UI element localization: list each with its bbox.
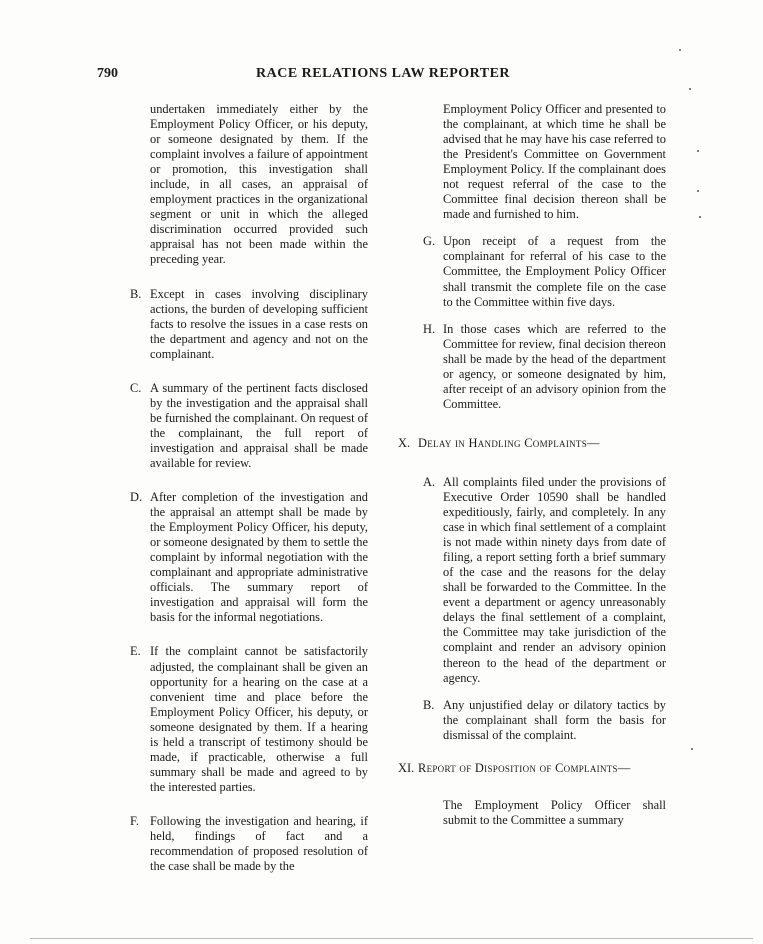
scan-speck	[691, 748, 693, 750]
scan-speck	[697, 150, 699, 152]
item-text: In those cases which are referred to the Committee for review, final decision thereon shall be made by the head of the department or agency, or someone designated by him, after receipt of an advisory opinion from the Committee.	[443, 321, 666, 411]
item-text: Except in cases involving disciplinary actions, the burden of developing sufficient facts to resolve the issues in a case rests on the department and agency and not on the complainant.	[150, 286, 368, 361]
item-text: After completion of the investigation and the appraisal an attempt shall be made by the Employment Policy Officer, his deputy, or someone designated by them to settle the complaint by informal negotiation with the complainant and appropriate administrative officials. The summary report of investigation and appraisal will form the basis for the informal negotiations.	[150, 490, 368, 625]
right-column	[398, 102, 666, 828]
scan-speck	[679, 49, 681, 51]
item-text: If the complaint cannot be satisfactorily adjusted, the complainant shall be given an opportunity for a hearing on the case at a convenient time and place before the Employment Policy Officer, his deputy, or someone designated by them. If a hearing is held a transcript of testimony should be made, if practicable, otherwise a full summary shall be made and agreed to by the interested parties.	[150, 644, 368, 794]
item-mark: F.	[130, 813, 139, 828]
left-column	[130, 102, 368, 874]
item-mark: H.	[423, 321, 436, 336]
section-title: Report of Disposition of Complaints—	[418, 760, 631, 775]
running-head: RACE RELATIONS LAW REPORTER	[256, 66, 511, 81]
item-text: All complaints filed under the provisions of Executive Order 10590 shall be handled expeditiously, fairly, and completely. In any case in which final settlement of a complaint is not made within ninety days from date of filing, a report setting forth a brief summary of the case and the reasons for the delay shall be forwarded to the Committee. In the event a department or agency unreasonably delays the final settlement of a complaint, the Committee may take jurisdiction of the complaint and render an advisory opinion thereon to the head of the department or agency.	[443, 474, 666, 685]
scan-speck	[697, 190, 699, 192]
list-item-x-b	[423, 698, 666, 743]
item-text: Any unjustified delay or dilatory tactics by the complainant shall form the basis for dismissal of the complaint.	[443, 697, 666, 742]
item-text: A summary of the pertinent facts disclosed by the investigation and the appraisal shall be furnished the complainant. On request of the complainant, the full report of investigation and appraisal shall be made available for review.	[150, 380, 368, 470]
item-mark: B.	[423, 697, 435, 712]
item-mark: D.	[130, 490, 143, 505]
bottom-rule	[30, 938, 753, 939]
scan-speck	[699, 216, 701, 218]
section-title: Delay in Handling Complaints—	[418, 435, 600, 450]
list-item-h	[423, 322, 666, 412]
section-x-heading	[398, 436, 666, 451]
list-item-f	[130, 814, 368, 874]
item-text: Upon receipt of a request from the complainant for referral of his case to the Committee, the Employment Policy Officer shall transmit the complete file on the case to the Committee within five days.	[443, 234, 666, 309]
right-continuation-paragraph: Employment Policy Officer and presented to the complainant, at which time he shall be advised that he may have his case referred to the President's Committee on Government Employment Policy. If the complainant does not request referral of the case to the Committee final decision thereon shall be made and furnished to him.	[443, 102, 666, 222]
item-mark: C.	[130, 380, 142, 395]
list-item-e	[130, 644, 368, 794]
section-xi-paragraph: The Employment Policy Officer shall submit to the Committee a summary	[443, 797, 666, 827]
item-mark: E.	[130, 644, 141, 659]
left-continuation-paragraph: undertaken immediately either by the Employment Policy Officer, or his deputy, or someone designated by them. If the complaint involves a failure of appointment or promotion, this investigation shall include, in all cases, an appraisal of employment practices in the organizational segment or unit in which the alleged discrimination occurred provided such appraisal has not been made within the preceding year.	[150, 102, 368, 267]
item-text: Following the investigation and hearing, if held, findings of fact and a recommendation of proposed resolution of the case shall be made by the	[150, 813, 368, 874]
section-xi-heading	[398, 761, 666, 776]
item-mark: G.	[423, 234, 436, 249]
list-item-d	[130, 490, 368, 625]
item-mark: A.	[423, 474, 436, 489]
section-mark: XI.	[398, 760, 415, 775]
list-item-g	[423, 234, 666, 309]
scan-speck	[689, 88, 691, 90]
section-mark: X.	[398, 435, 411, 450]
list-item-b	[130, 287, 368, 362]
item-mark: B.	[130, 286, 142, 301]
page-number: 790	[97, 66, 118, 81]
list-item-x-a	[423, 475, 666, 686]
list-item-c	[130, 381, 368, 471]
